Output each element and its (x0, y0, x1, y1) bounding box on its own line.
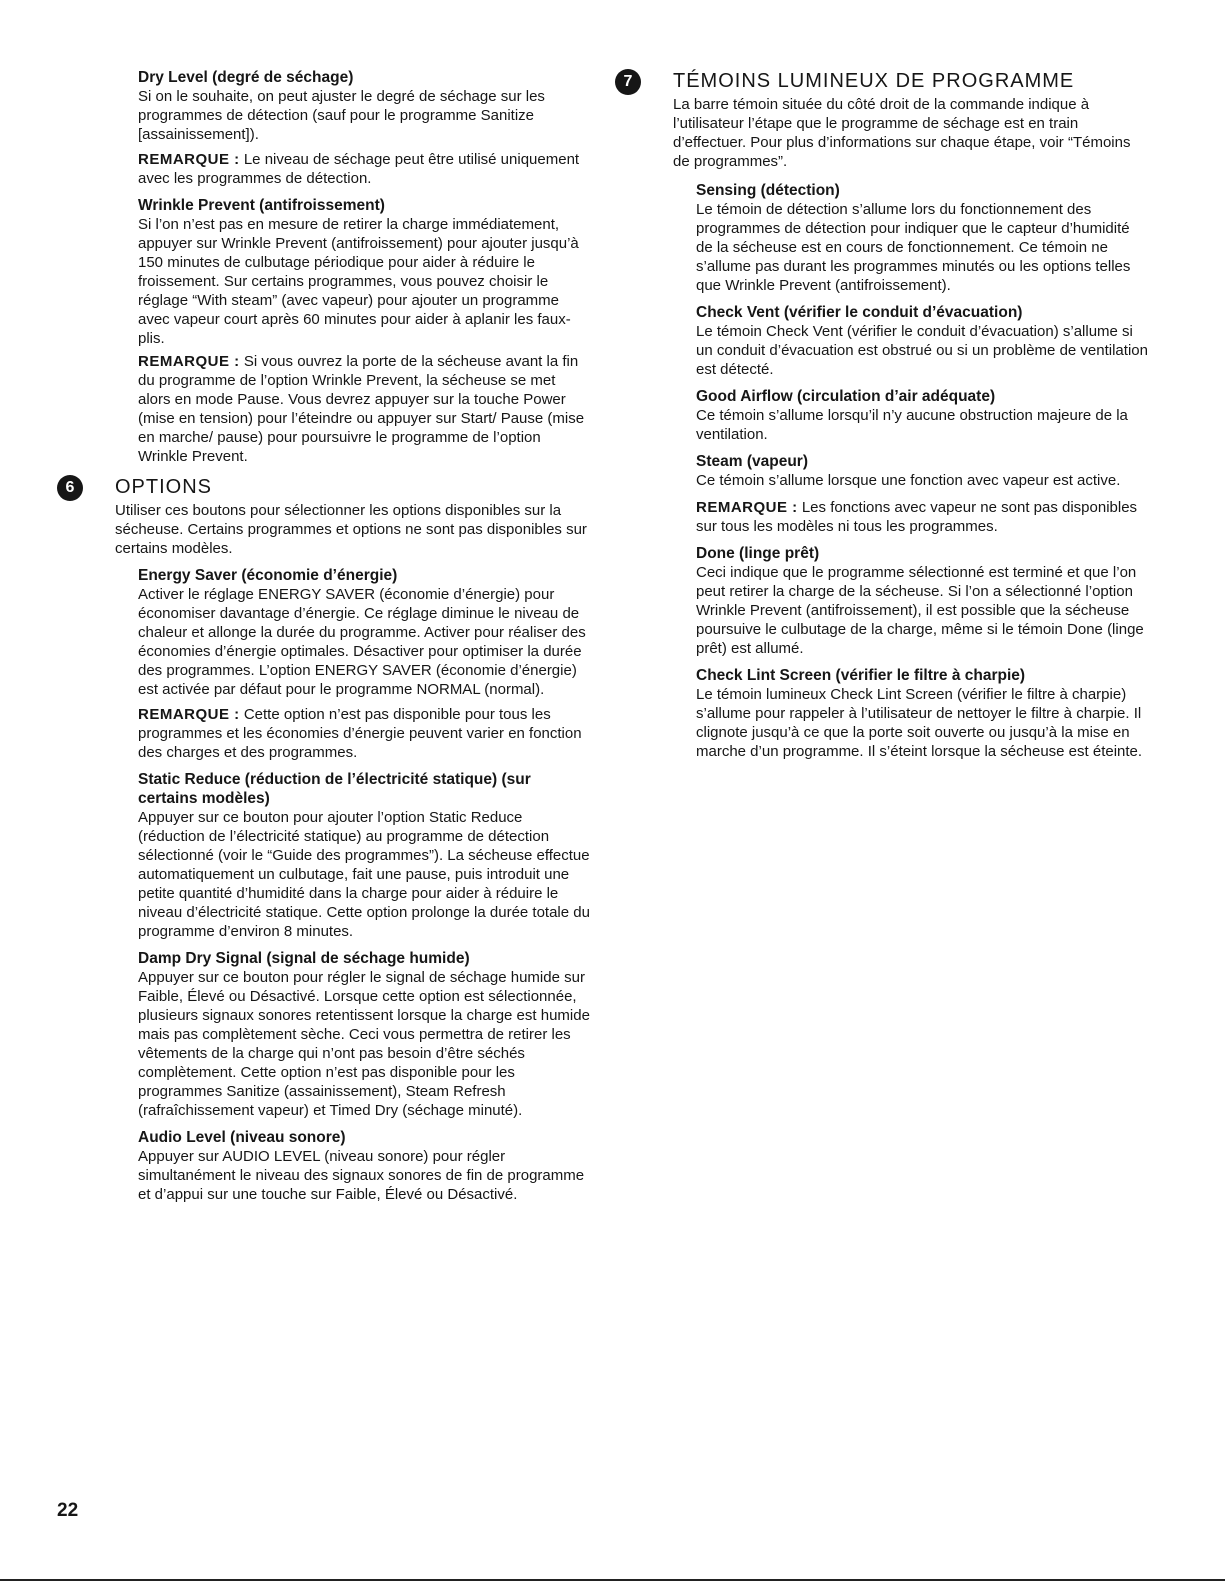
note-text: Le niveau de séchage peut être utilisé uniquement avec les programmes de détection. (138, 151, 580, 187)
item-body: Ce témoin s’allume lorsqu’il n’y aucune obstruction majeure de la ventilation. (696, 407, 1128, 443)
right-column (623, 68, 1148, 769)
section-number-badge: 6 (57, 475, 83, 501)
note-label: REMARQUE : (138, 151, 240, 168)
item-energy-saver (138, 566, 590, 762)
section-intro: La barre témoin située du côté droit de la commande indique à l’utilisateur l’étape que le programme de séchage est en train d’effectuer. Pour plus d’informations sur chaque étape, voir “Témoins de programmes”. (673, 96, 1131, 170)
item-wrinkle-prevent (138, 196, 590, 466)
section-program-status-lights (623, 68, 1148, 761)
item-body: Ce témoin s’allume lorsque une fonction avec vapeur est active. (696, 472, 1121, 489)
section-heading (65, 474, 590, 500)
item-body: Le témoin de détection s’allume lors du fonctionnement des programmes de détection pour indiquer que le capteur d’humidité de la sécheuse est en cours de fonctionnement. Ce témoin ne s’allume pas durant les programmes minutés ou les options telles que Wrinkle Prevent (antifroissement). (696, 201, 1131, 294)
item-steam (696, 452, 1148, 536)
item-check-vent (696, 303, 1148, 379)
note (138, 705, 590, 762)
item-body: Activer le réglage ENERGY SAVER (économie d’énergie) pour économiser davantage d’énergie. Ce réglage diminue le niveau de chaleur et allonge la durée du programme. Activer pour réaliser des économies d’énergie optimales. Désactiver pour optimiser la durée des programmes. L’option ENERGY SAVER (économie d’énergie) est activée par défaut pour le programme NORMAL (normal). (138, 586, 586, 698)
item-title: Sensing (détection) (696, 182, 840, 199)
item-title: Audio Level (niveau sonore) (138, 1129, 346, 1146)
note-label: REMARQUE : (138, 353, 240, 370)
item-title: Dry Level (degré de séchage) (138, 69, 354, 86)
left-column (65, 68, 590, 1212)
section-title: OPTIONS (115, 476, 213, 498)
item-title: Good Airflow (circulation d’air adéquate) (696, 388, 996, 405)
note-text: Cette option n’est pas disponible pour tous les programmes et les économies d’énergie peuvent varier en fonction des charges et des programmes. (138, 706, 582, 761)
item-body: Appuyer sur ce bouton pour régler le signal de séchage humide sur Faible, Élevé ou Désactivé. Lorsque cette option est sélectionnée, plusieurs signaux sonores retentissent lorsque la charge est humide mais pas complètement sèche. Ceci vous permettra de retirer les vêtements de la charge qui n’ont pas besoin d’être séchés complètement. Cette option n’est pas disponible pour les programmes Sanitize (assainissement), Steam Refresh (rafraîchissement vapeur) et Timed Dry (séchage minuté). (138, 969, 590, 1119)
note-label: REMARQUE : (696, 499, 798, 516)
item-body: Appuyer sur ce bouton pour ajouter l’option Static Reduce (réduction de l’électricité statique) au programme de détection sélectionné (voir le “Guide des programmes”). La sécheuse effectue automatiquement un culbutage, fait une pause, puis introduit une petite quantité d’humidité dans la charge pour aider à réduire le niveau d’électricité statique. Cette option prolonge la durée totale du programme d’environ 8 minutes. (138, 809, 590, 940)
item-title: Damp Dry Signal (signal de séchage humide) (138, 950, 470, 967)
item-body: Le témoin lumineux Check Lint Screen (vérifier le filtre à charpie) s’allume pour rappeler à l’utilisateur de nettoyer le filtre à charpie. Il clignote jusqu’à ce que la porte soit ouverte ou jusqu’à la mise en marche d’un programme. Il s’éteint lorsque la sécheuse est éteinte. (696, 686, 1143, 760)
item-damp-dry-signal (138, 949, 590, 1120)
item-audio-level (138, 1128, 590, 1204)
note-text: Les fonctions avec vapeur ne sont pas disponibles sur tous les modèles ni tous les programmes. (696, 499, 1138, 535)
item-sensing (696, 181, 1148, 295)
item-title: Steam (vapeur) (696, 453, 808, 470)
section-heading (623, 68, 1148, 94)
note (138, 150, 590, 188)
section-options (65, 474, 590, 1204)
item-body: Si l’on n’est pas en mesure de retirer la charge immédiatement, appuyer sur Wrinkle Prevent (antifroissement) pour ajouter jusqu’à 150 minutes de culbutage périodique pour aider à réduire le froissement. Sur certains programmes, vous pouvez choisir le réglage “With steam” (avec vapeur) pour ajouter un programme avec vapeur court après 60 minutes pour aider à aplanir les faux-plis. (138, 216, 579, 347)
footer-rule (0, 1579, 1225, 1581)
section-title: TÉMOINS LUMINEUX DE PROGRAMME (673, 70, 1075, 92)
item-body: Le témoin Check Vent (vérifier le conduit d’évacuation) s’allume si un conduit d’évacuation est obstrué ou si un problème de ventilation est détecté. (696, 323, 1148, 378)
section-intro: Utiliser ces boutons pour sélectionner les options disponibles sur la sécheuse. Certains programmes et options ne sont pas disponibles sur certains modèles. (115, 502, 587, 557)
item-body: Ceci indique que le programme sélectionné est terminé et que l’on peut retirer la charge de la sécheuse. Si l’on a sélectionné l’option Wrinkle Prevent (antifroissement), il est possible que la sécheuse poursuive le culbutage de la charge, même si le témoin Done (linge prêt) est allumé. (696, 564, 1144, 657)
item-title: Check Lint Screen (vérifier le filtre à charpie) (696, 667, 1026, 684)
item-check-lint-screen (696, 666, 1148, 761)
note (138, 352, 590, 466)
item-title: Done (linge prêt) (696, 545, 820, 562)
item-body: Appuyer sur AUDIO LEVEL (niveau sonore) pour régler simultanément le niveau des signaux sonores de fin de programme et d’appui sur une touche sur Faible, Élevé ou Désactivé. (138, 1148, 585, 1203)
item-done (696, 544, 1148, 658)
note-text: Si vous ouvrez la porte de la sécheuse avant la fin du programme de l’option Wrinkle Prevent, la sécheuse se met alors en mode Pause. Vous devrez appuyer sur la touche Power (mise en tension) pour l’éteindre ou appuyer sur Start/ Pause (mise en marche/ pause) pour poursuivre le programme de l’option Wrinkle Prevent. (138, 353, 585, 465)
item-body: Si on le souhaite, on peut ajuster le degré de séchage sur les programmes de détection (sauf pour le programme Sanitize [assainissement]). (138, 88, 545, 143)
note (696, 498, 1148, 536)
item-dry-level (138, 68, 590, 188)
page-number: 22 (57, 1500, 79, 1521)
dryer-settings-continued (115, 68, 590, 466)
item-title: Static Reduce (réduction de l’électricité statique) (sur certains modèles) (138, 771, 531, 807)
note-label: REMARQUE : (138, 706, 240, 723)
section-number-badge: 7 (615, 69, 641, 95)
item-title: Wrinkle Prevent (antifroissement) (138, 197, 385, 214)
item-good-airflow (696, 387, 1148, 444)
item-title: Energy Saver (économie d’énergie) (138, 567, 398, 584)
item-static-reduce (138, 770, 590, 941)
item-title: Check Vent (vérifier le conduit d’évacuation) (696, 304, 1023, 321)
